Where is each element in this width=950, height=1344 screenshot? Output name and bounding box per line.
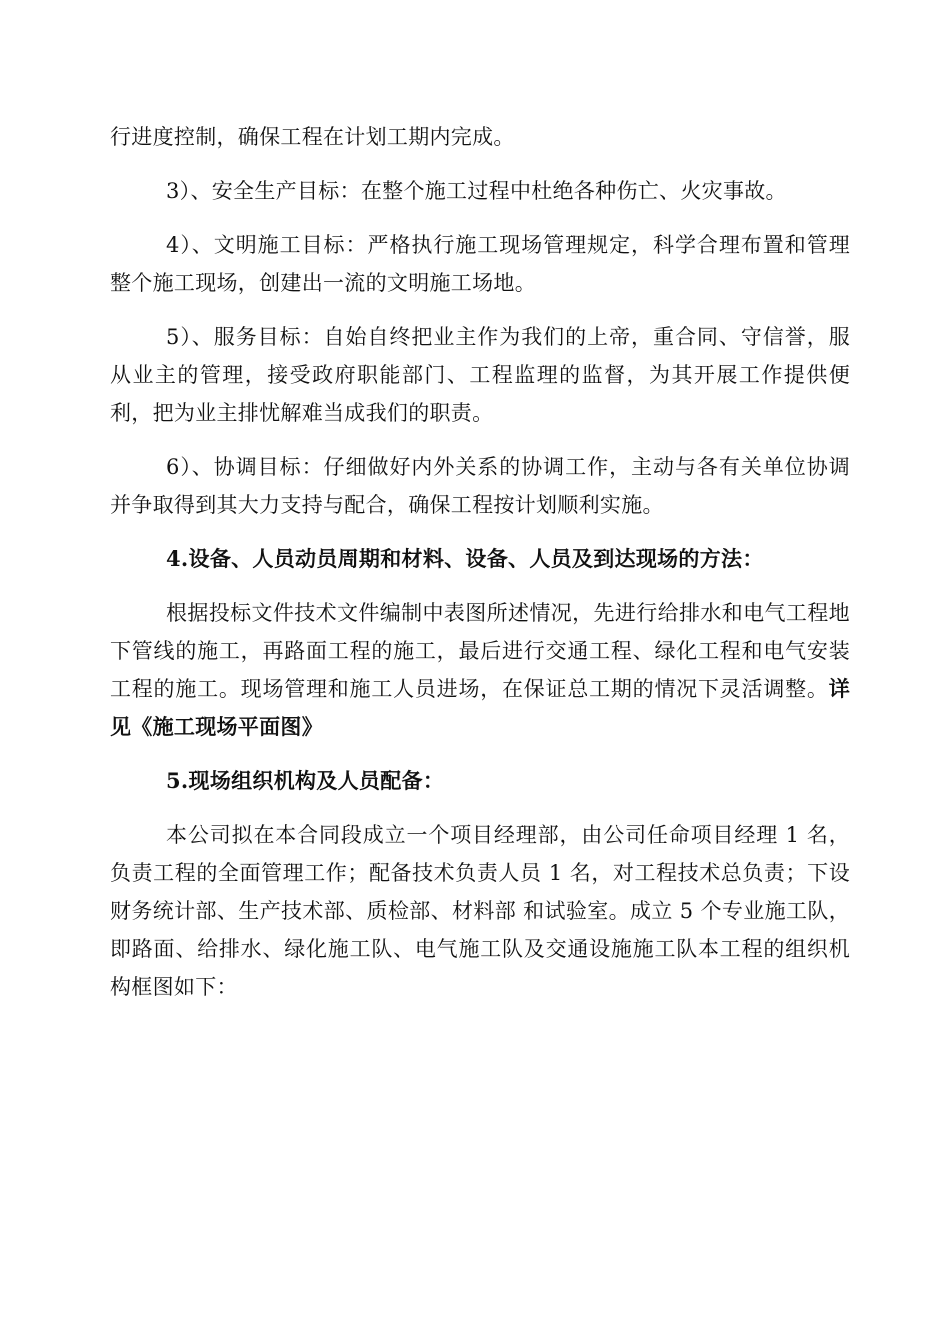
paragraph-coordination-goal: 6）、协调目标：仔细做好内外关系的协调工作，主动与各有关单位协调并争取得到其大力支持与配合，确保工程按计划顺利实施。 bbox=[110, 455, 850, 517]
section-heading-mobilization: 4.设备、人员动员周期和材料、设备、人员及到达现场的方法： bbox=[166, 546, 764, 571]
paragraph-mobilization-text: 根据投标文件技术文件编制中表图所述情况，先进行给排水和电气工程地下管线的施工，再路面工程的施工，最后进行交通工程、绿化工程和电气安装工程的施工。现场管理和施工人员进场，在保证总工期的情况下灵活调整。 bbox=[110, 601, 850, 701]
document-page bbox=[110, 118, 850, 1006]
site-plan-reference: 详见《施工现场平面图》 bbox=[110, 676, 850, 739]
paragraph-organization: 本公司拟在本合同段成立一个项目经理部，由公司任命项目经理 1 名，负责工程的全面管理工作；配备技术负责人员 1 名，对工程技术总负责；下设财务统计部、生产技术部、质检部、材料部 和试验室。成立 5 个专业施工队，即路面、给排水、绿化施工队、电气施工队及交通设施施工队本工程的组织机构框图如下： bbox=[110, 823, 850, 999]
section-heading-organization: 5.现场组织机构及人员配备： bbox=[166, 768, 445, 793]
paragraph-mobilization bbox=[110, 594, 850, 746]
paragraph-service-goal: 5）、服务目标：自始自终把业主作为我们的上帝，重合同、守信誉，服从业主的管理，接受政府职能部门、工程监理的监督，为其开展工作提供便利，把为业主排忧解难当成我们的职责。 bbox=[110, 325, 850, 425]
paragraph-civilized-construction-goal: 4）、文明施工目标：严格执行施工现场管理规定，科学合理布置和管理整个施工现场，创建出一流的文明施工场地。 bbox=[110, 233, 850, 295]
paragraph-safety-goal: 3）、安全生产目标：在整个施工过程中杜绝各种伤亡、火灾事故。 bbox=[166, 179, 787, 203]
paragraph-schedule-control: 行进度控制，确保工程在计划工期内完成。 bbox=[110, 125, 515, 149]
